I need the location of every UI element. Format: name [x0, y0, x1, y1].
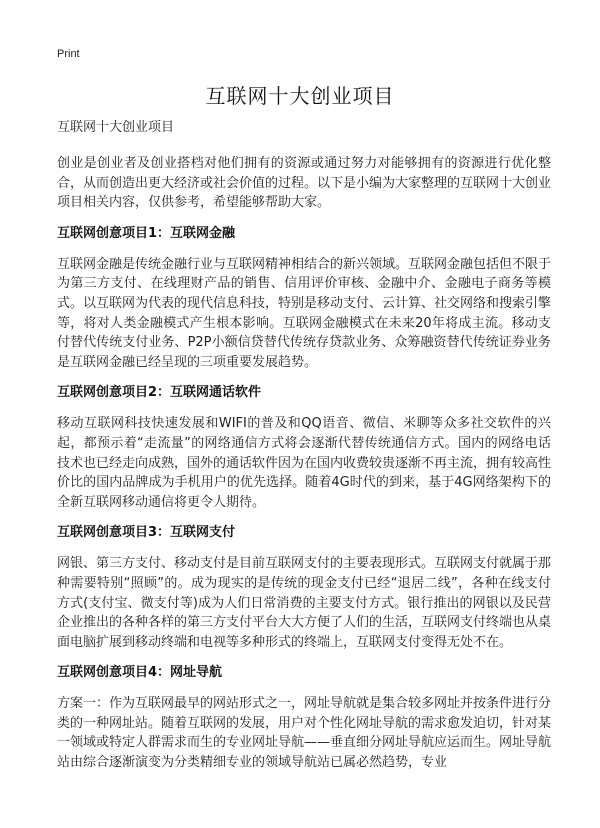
- section-heading-4: 互联网创意项目4：网址导航: [57, 665, 223, 681]
- section-paragraph-1: 互联网金融是传统金融行业与互联网精神相结合的新兴领域。互联网金融包括但不限于为第三方支付、在线理财产品的销售、信用评价审核、金融中介、金融电子商务等模式。以互联网为代表的现代信息科技，特别是移动支付、云计算、社交网络和搜索引擎等，将对人类金融模式产生根本影响。互联网金融模式在未来20年将成主流。移动支付替代传统支付业务、P2P小额信贷替代传统存贷款业务、众筹融资替代传统证券业务是互联网金融已经呈现的三项重要发展趋势。: [57, 256, 552, 370]
- section-paragraph-4: 方案一：作为互联网最早的网站形式之一，网址导航就是集合较多网址并按条件进行分类的一种网址站。随着互联网的发展，用户对个性化网址导航的需求愈发迫切，针对某一领域或特定人群需求而生的专业网址导航——垂直细分网址导航应运而生。网址导航站由综合逐渐演变为分类精细专业的领域导航站已属必然趋势，专业: [57, 696, 552, 771]
- section-heading-3: 互联网创意项目3：互联网支付: [57, 525, 236, 541]
- section-heading-1: 互联网创意项目1：互联网金融: [57, 225, 236, 241]
- print-link[interactable]: Print: [57, 48, 80, 60]
- article-body: [57, 118, 551, 784]
- section-heading-2: 互联网创意项目2：互联网通话软件: [57, 385, 262, 401]
- section-paragraph-3: 网银、第三方支付、移动支付是目前互联网支付的主要表现形式。互联网支付就属于那种需要特别“照顾”的。成为现实的是传统的现金支付已经“退居二线”，各种在线支付方式(支付宝、微支付等)成为人们日常消费的主要支付方式。银行推出的网银以及民营企业推出的各种各样的第三方支付平台大大方便了人们的生活，互联网支付终端也从桌面电脑扩展到移动终端和电视等多种形式的终端上，互联网支付变得无处不在。: [57, 556, 552, 650]
- intro-paragraph: 创业是创业者及创业搭档对他们拥有的资源或通过努力对能够拥有的资源进行优化整合，从而创造出更大经济或社会价值的过程。以下是小编为大家整理的互联网十大创业项目相关内容，仅供参考，希望能够帮助大家。: [57, 156, 552, 211]
- article-subtitle: 互联网十大创业项目: [57, 120, 175, 135]
- section-paragraph-2: 移动互联网科技快速发展和WIFI的普及和QQ语音、微信、米聊等众多社交软件的兴起，都预示着“走流量”的网络通信方式将会逐渐代替传统通信方式。国内的网络电话技术也已经走向成熟，国外的通话软件因为在国内收费较贵逐渐不再主流，拥有较高性价比的国内品牌成为手机用户的优先选择。随着4G时代的到来，基于4G网络架构下的全新互联网移动通信将更令人期待。: [57, 416, 552, 510]
- page-title: 互联网十大创业项目: [205, 84, 395, 108]
